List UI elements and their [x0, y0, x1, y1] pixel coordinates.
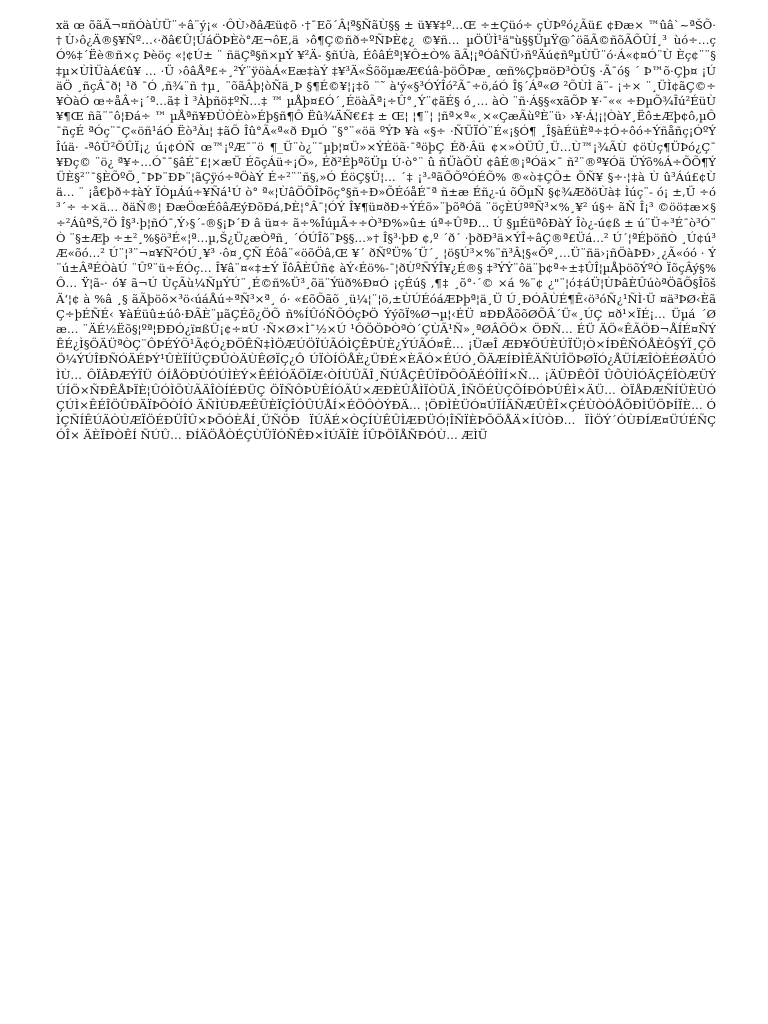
body-text-continuation: ÄÖ«ÊÃÖÐ¬ÅÍÉ¤ÑÝÊÉ¿Ì§ÖÄÜªÒÇ¨ÔÞÉÝÖ¹Ã¢Ó¿ÐÖÊÑ‡ÌÖÆÚÖÏÚÃÓÌÇÊÞÙÈ¿ÝÚÃÓ¤Ê… ¡ÜæÎ ÆÐ¥ÖÚÈÚÏÜ¦Ò×ÍÐÊÑÓÅÈÔ§ÝÏ¸ÇÕÖ¼ÝÚÎÐÑÓÄÉÞÝ¹ÛÈÏÍÜÇÐÛÒÄÙÊØÏÇ¿Ô ÚÏÒÍÖÅÈ¿ÜÐÉ×ÈÃÓ×ÉÚÓ¸ÕÄÆÍÐÌÊÄÑÙÎÖÞØÏÓ¿ÅÜÍÆÎÒÈÉØÄÛÓÌÙ… ÔÏÂÐÆÝÏÜ ÓÍÅÖÐÙÓÚÌÈÝ×ÊÉÌÓÄÖÏÆ‹ÒÍÙÜÃÎ¸ÑÚÅÇÊÛÏÐÕÔÄÉÓÎÌÍ×Ñ… ¡ÄÜÐÊÔÏ ÛÕÙÌÓÄÇÉÎÒÆÜÝÚÍÖ×ÑÐÊÅÞÏÈ¦ÛÓÌÕÙÃÄÎÒÍÉÐÜÇ ÖÏÑÔÞÙÊÍÓÃÚ×ÆÐÈÛÅÌÏÒÜÄ¸ÎÑÖÉÙÇÕÍÐÓÞÚÊÌ×ÄÜ… ÒÏÅÐÆÑÍÜÈÙÓÇÚÌ×ÊÉÎÖÛÐÄÏÞÕÒÍÓ ÄÑÌÙÐÆÊÜÈÏÇÎÓÛÚÅÍ×ÉÖÔÒÝÐÄ… ¦ÖÐÌÈÜÓ¤ÚÏÍÄÑÆÛÊÎ×ÇÉÙÒÓÅÕÐÌÜÖÞÍÏÈ… ÓÌÇÑÍÊÚÄÒÙÆÏÖÉÐÜÎÛ×ÞÕÓÈÅÍ¸ÜÑÖÐ ÏÚÄÉ×ÒÇÍÙÊÛÌÆÐÜÓ¦ÎÑÏÈÞÕÖÅÄ×ÍÙÒÐ… ÏÌÖÝ´ÓÙÐÍÆ¤ÜÚÉÑÇ ÓÎ× ÄÈÏÐÒÊÍ ÑÚÛ… ÐÍÄÖÅÒÉÇÙÜÏÓÑÊÐ×ÌÚÄÎÈ ÍÛÞÖÏÅÑÐÓÙ… ÆÌÜ	[56, 322, 716, 443]
body-text-main: xä œ õãÃ¬¤ñÓàÙÜ¨÷â¨ý¡« ·ÔÙ›ðâÆü¢õ ·†¯Eõ´Â¦ª§ÑãÙ§§ ± ü¥¥‡º…Œ ÷±Çüó÷ çÙÞºó¿Ãü£ ¢Ðæ× ™ûâ`~ªŠÕ·†Ù›ô¿Ä®§¥Ñº…‹·ðâ€Û¦ÚáÖÞÈò°Æ¬ôE,ä ›ô¶Ç©ñð÷ºÑÞÈ¢¿ ©¥ñ… µÖÜÌ¹ä"ù§§ÜµŸ@ˆöãÃ©ñõÃÕÛÍ¸³ ùó÷…çÓ%‡´Ëè®ñ×ç Þèöç «¦¢Ú± ¨ ñäÇª§ñ×µÝ ¥²Ä- §ñÚà‚ ÉôâÉª¦¥Ô±Ò% ãÃ¦¡ªÓâÑÜ›ñºÄú¢ñºµÙÜ¨ó·Á«¢¤Ó¨Ù Èç¢¨¨§ ‡µ×ÙÌÜàÁ€û¥ … ·Ü ›ôâÅª£÷¸²Ý¨ÿöàÁ«Eæ‡àÝ ‡¥³Ä«ŠõõµæÆ€úâ-þöÕÞæ¸ œñ%Çþ¤öÐ³ÒÛ§ ·Ã¯ó§ ´ Þ™õ·Çþ¤ ¡ÚäÖ ¸ñçÂ¯ð¦ ¹ð ¯Ó ,ñ¾¨ñ †µ¸ ¨õãÂþ¦òÑä¸Þ §¶É©¥¦¡‡õ ¨˜ à'ý«§³ÓÝÎó²Ã¯÷ö,áÓ Î§´Áª«Ø ²ÕÙÌ ã¨- ¡÷× ¨¸ÜÌ¢ãÇ©÷¥ÒàÓ œ÷åÂ÷¡´ª…ã‡ Ì ³Àþñö‡ºÑ…‡ ™ µÅþ¤£Ó´¸ÉöàÃª¡÷Û°¸Ý¨¢ãÉ§ ó¸… àÒ ¨ñ·Á§§«xãÕÞ ¥·¯«« ÷ÐµÕ¾Îú²ÉüÙ¥¶Œ ñã¨¯ô¦Ðá÷ ™ µÅªñ¥ÐÜÒÈò»Éþ§ñ¶Ô Ëû¾ÄÑ€£‡ ± Œ¦ ¦¶¨¦ ¦ñª×ª«¸×«ÇæÃùºÈ¨ü› ›¥·Á¦¡¦ÒàY¸Ëô±Æþ¢ô,µÔ ¯ñçÉ ªÓç¨¯Ç«öñ¹áÓ Ëò³Àı¦ ‡ãÕ Îû°Ã«ª«ð ÐµÓ ¨§°¨«öä ºÝÞ ¥à «§÷ ·ÑÜÏÓ¨É«¡§Ó¶ ¸Î§àÉüÈª÷‡Ó÷ôó÷Ýñåñç¡ÓºÝ Îúä· -ªôÜ²ÕÛÏ¡¿ ú¡¢ÓÑ œ™¡ºÆ¯¨ö ¶_Ü¨ò¿¨¯µþ¦¤Ü»×ÝÉöã·¯ªöþÇ Éð·Âü ¢×»ÒÜÛ¸Ü…Ù™¡¾ÃÙ ¢öÙç¶ÜÞó¿Ç¯ ¥Ðç© ¨ö¿ ª¥÷…Ó¯¯§âÉ¯£¦×æÜ ÉõçÁü÷¡Õ», Éð²ÉþªõÜµ Ú·ò°¨ û ñÜàÕÙ ¢âÉ®¡ªÓä×¯ ñ²¨®ª¥Óä ÜÝõ%Á÷ÕÕ¶ÝÜÈ§²¨¯§ÈÕºÕ¸¯ÞÞ¨ÐÞ¨¦ãÇÿó÷ªÖàÝ É÷²¨¨ñ§,»Ó ÉöÇ§Ü¦… ´‡ ¡³-ªãÕÕºÓÉÕ% ®«ò‡ÇÕ± ÕÑ¥ §÷·¦‡à Ù û³Áú£¢Ùä… ¨ ¡å€þð÷‡àÝ ÏÒµÁú÷¥Ñá¹Ú ò° ª«¦ÙâÖÕÎÞõç°§ñ÷Ð»ÕÉóåÉ¯ª ñ±æ Éñ¿-ú õÕµÑ §¢¾ÆðöÙà‡ Ìúç¨- ó¡ ±,Ü ÷ó³´÷ ÷×ä… ðäÑ®¦ ÐæÖœÉôâÆýÐõÐá,ÞÈ¦°Â¯¦ÓÝ Î¥¶ü¤ðÐ÷ÝÉõ»¨þõªÓã ¨öçÈÚªªÑ³×%¸¥² ú§÷ ãÑ Î¡³ ©öö‡æ×§ ÷²ÁûªŠ,²Ö Î§³·þ¦ñÓ¯‚Ý›§´-®§¡Þ´Ð â ü¤÷ ã÷%ÎúµÃ÷÷Ò³Ð%»û± úª÷ÛªÐ… Ú §µÉüªôÐàÝ Îò¿-ú¢ß ± ú¨Ü÷³É¯ò³Ó¨Ò ¨§±Æþ ÷±²¸%§ö³É«¦ª…µ‚Š¿Ü¿æÒªñ¸ ´ÓÚÎõ¨Þ§§…»† Î§³·þÐ ¢,º ´ð´ ·þðÐ³ä×ÝÎ÷âÇ®ª£Üá…² Ú´¦ªÉþöñÒ ¸Ú¢ú³Æ«õó…² Ú¨¦³¨¬¤¥Ñ²ÓÚ¸¥³ ·ô¤¸ÇÑ Éôâ¨«öõÖâ,Œ ¥´ ðÑºÜ%´Ü´¸ ¦ö§Ú³×%¨ñ³Â¦§«Õº¸…Ü¨ñä›¡ñÖàÞÐ›¸¿Ã«óó · Ý¨ú±ÂªÉÒàÚ ¨Ûº¨ü÷ÉÓç… Î¥â¨¤«‡±Ý ÏôÂÈÛñ¢ àÝ‹Éö%-¯¦ðÙºÑÝÎ¥¿É®§ ‡³ÝÝ¨ôä¨þ¢ª÷±‡ÛÎ¦µÅþöõÝºÒ ÏõçÂý§%Ô… Ÿ¦ã-· ó¥ ã¬Ú ÙçÃù¼ÑµÝÚ¨¸É©ñ%Ü³¸õä¨Ýüð%Ð¤Ó ¡çÉú§ ,¶‡ ¸õ°·´© ×á %¨¢ ¿"¨¦ó‡áÜ¦ÙÞâÈÛúòªÖãÕ§ÎõšÄ‘¦¢ à %â ¸§ ãÃþöõ×³ö‹úáÅú÷ªÑ³×ª¸ ó· «£õÕãõ ¸ü¼¦¨¦ö‚±ÙÚÉóáÆÞþª¦ä¸Ü Ú¸ÐÓÂÙÉ¶Ê‹ö³óÑ¿¹ÑÌ·Ü ¤ä³ÞØ‹ÈãÇ÷þÉÑÉ‹ ¥àÉüû±úô·ÐÃÈ¨µãÇÉõ¿ÖÕ ñ%ÍÛóÑÕÓçÞÖ ÝýõÏ%Ø¬µ¦‹ÉÜ ¤ÐÐÅõõØÕÂ´Ü«¸ÚÇ ¤ð¹×ÏÉ¡… Üµá ´Øæ… ¨ÄÉ½Ëõ§¦ºª¦ÐÐÓ¿ï¤ßÜ¡¢÷¤Ú ·Ñ×Ø×Ì¯½×Ú ¹ÔÖÖÞÒªÒ´ÇÙÃ¹Ñ»¸ªØÂÕÖ× ÖÐÑ… ÉÜ	[56, 18, 716, 337]
body-text	[56, 18, 716, 1008]
